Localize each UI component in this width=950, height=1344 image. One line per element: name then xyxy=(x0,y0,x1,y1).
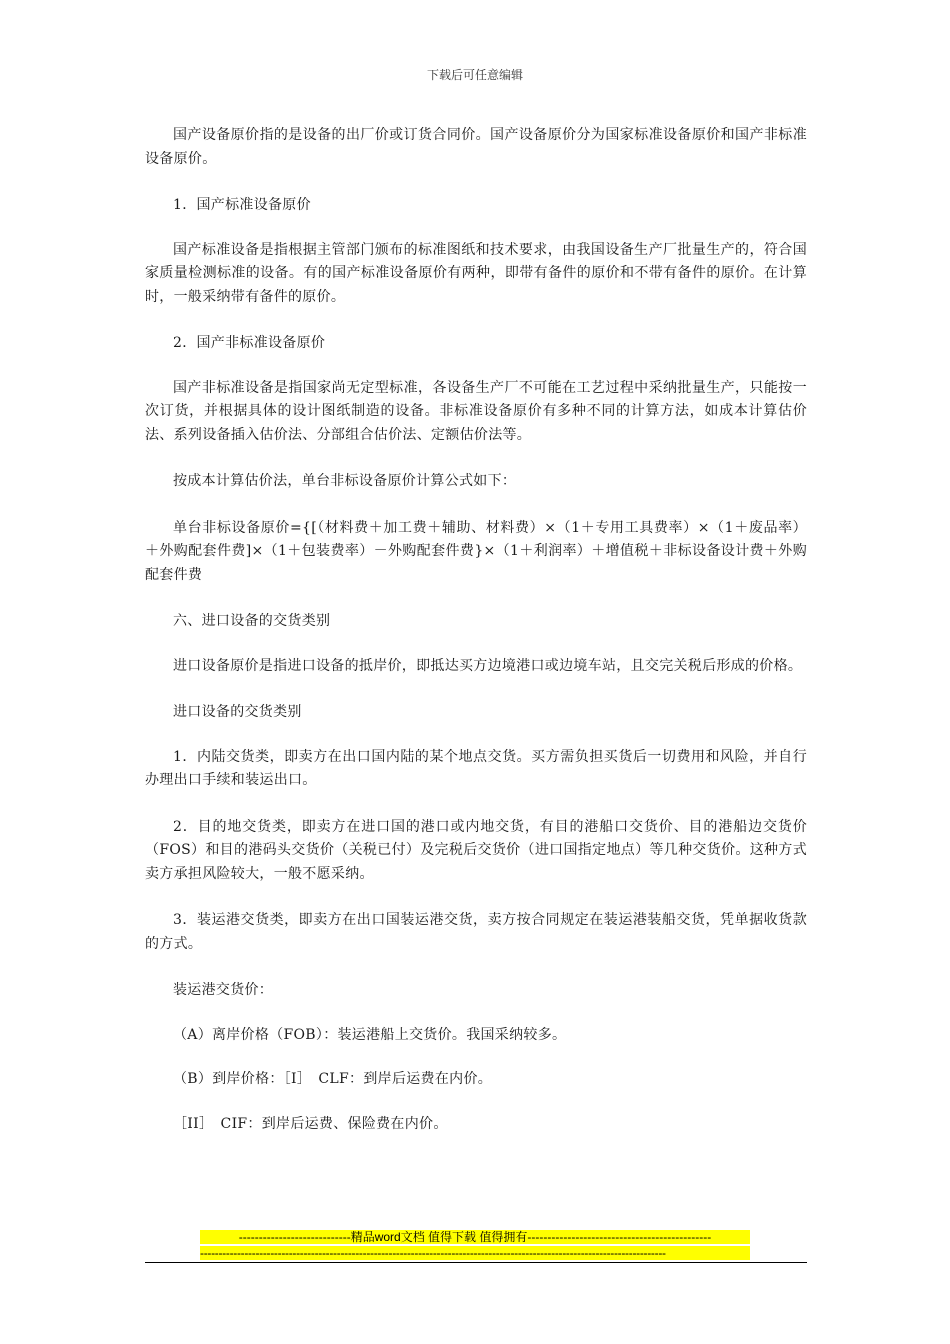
page-header-note: 下载后可任意编辑 xyxy=(426,68,523,82)
paragraph-port-delivery: 3．装运港交货类，即卖方在出口国装运港交货，卖方按合同规定在装运港装船交货，凭单据收货款的方式。 xyxy=(145,912,807,952)
section-heading-import-delivery: 六、进口设备的交货类别 xyxy=(173,613,331,629)
subheading-import-delivery-types: 进口设备的交货类别 xyxy=(173,704,302,720)
paragraph-nonstandard-equipment: 国产非标准设备是指国家尚无定型标准，各设备生产厂不可能在工艺过程中采纳批量生产，只能按一次订货，并根据具体的设计图纸制造的设备。非标准设备原价有多种不同的计算方法，如成本计算估价法、系列设备插入估价法、分部组合估价法、定额估价法等。 xyxy=(145,379,807,443)
paragraph-destination-delivery: 2．目的地交货类，即卖方在进口国的港口或内地交货，有目的港船口交货价、目的港船边交货价（FOS）和目的港码头交货价（关税已付）及完税后交货价（进口国指定地点）等几种交货价。这种方式卖方承担风险较大，一般不愿采纳。 xyxy=(145,818,807,882)
footer-banner xyxy=(200,1230,750,1260)
footer-banner-text: ----------------------------精品word文档 值得下载 值得拥有---------------------------------------------- xyxy=(200,1230,750,1244)
document-body xyxy=(145,124,807,1157)
section-heading-standard-equipment: 1．国产标准设备原价 xyxy=(173,197,311,213)
list-item-cif: ［II］ CIF：到岸后运费、保险费在内价。 xyxy=(173,1115,448,1132)
paragraph-cost-method-intro: 按成本计算估价法，单台非标设备原价计算公式如下： xyxy=(173,473,517,489)
paragraph-import-price: 进口设备原价是指进口设备的抵岸价，即抵达买方边境港口或边境车站，且交完关税后形成的价格。 xyxy=(173,657,803,674)
paragraph-standard-equipment: 国产标准设备是指根据主管部门颁布的标准图纸和技术要求，由我国设备生产厂批量生产的，符合国家质量检测标准的设备。有的国产标准设备原价有两种，即带有备件的原价和不带有备件的原价。在计算时，一般采纳带有备件的原价。 xyxy=(145,241,807,305)
footer-dash-line: ------------------------------------------------------------------------------------------------------------------------------ xyxy=(200,1246,750,1260)
list-item-fob: （A）离岸价格（FOB）：装运港船上交货价。我国采纳较多。 xyxy=(173,1026,567,1043)
paragraph-intro: 国产设备原价指的是设备的出厂价或订货合同价。国产设备原价分为国家标准设备原价和国产非标准设备原价。 xyxy=(145,127,807,167)
list-item-clf: （B）到岸价格：［I］ CLF：到岸后运费在内价。 xyxy=(173,1071,493,1087)
footer-divider xyxy=(145,1262,807,1263)
subheading-port-delivery-price: 装运港交货价： xyxy=(173,982,274,998)
paragraph-price-formula: 单台非标设备原价={[（材料费＋加工费＋辅助、材料费）×（1＋专用工具费率）×（1＋废品率）＋外购配套件费]×（1＋包装费率）－外购配套件费}×（1＋利润率）＋增值税＋非标设备设计费＋外购配套件费 xyxy=(145,519,807,583)
paragraph-inland-delivery: 1．内陆交货类，即卖方在出口国内陆的某个地点交货。买方需负担买货后一切费用和风险，并自行办理出口手续和装运出口。 xyxy=(145,748,807,788)
section-heading-nonstandard-equipment: 2．国产非标准设备原价 xyxy=(173,335,326,351)
